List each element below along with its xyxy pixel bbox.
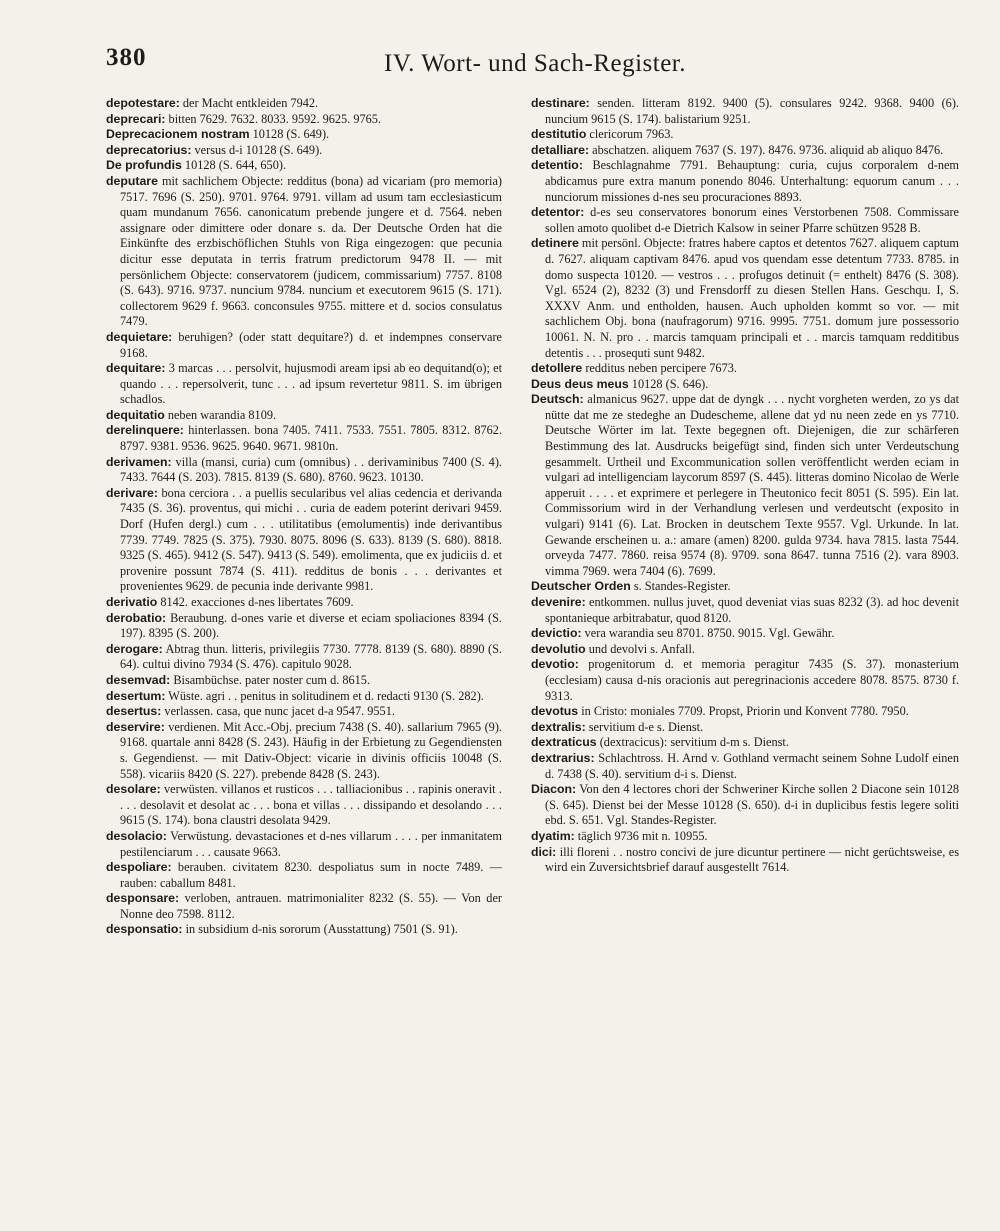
entry-headword: devenire:	[531, 595, 586, 609]
register-entry	[531, 143, 959, 159]
register-entry	[106, 891, 502, 922]
entry-text: verlassen. casa, que nunc jacet d-a 9547. 9551.	[161, 704, 395, 719]
entry-headword: devictio:	[531, 626, 582, 641]
entry-text: illi floreni . . nostro concivi de jure dicuntur pertinere — nicht gerüchtsweise, es wird ein Zuversichtsbrief darauf ausgestellt 7614.	[545, 844, 959, 875]
entry-headword: desertum:	[106, 688, 166, 703]
entry-headword: dextraticus	[531, 735, 597, 750]
register-entry	[106, 860, 502, 891]
entry-text: beruhigen? (oder statt dequitare?) d. et indempnes conservare 9168.	[120, 329, 502, 360]
register-entry	[531, 735, 959, 751]
entry-text: Schlachtross. H. Arnd v. Gothland vermacht seinem Sohne Ludolf einen d. 7438 (S. 40). servitium d-i s. Dienst.	[545, 750, 959, 781]
entry-text: der Macht entkleiden 7942.	[179, 96, 319, 110]
register-entry	[106, 673, 502, 689]
entry-headword: desolacio:	[106, 828, 167, 843]
entry-headword: dequietare:	[106, 329, 173, 344]
entry-text: mit persönl. Objecte: fratres habere captos et detentos 7627. aliquem captum d. 7627. aliquam captivam 8476. apud vos quendam esse detentum 7733. 8785. in domo suspecta 10120. — vestros . . . profugos detinuit (= enthelt) 8476 (S. 308). Vgl. 6524 (2), 8232 (3) und Frensdorff zu diesen Stellen Hans. Geschqu. I, S. XXXV Anm. und entholden, hausen. Auch upholden kommt so vor. — mit sachlichem Obj. bona (naufragorum) 9716. 9995. 7751. domum jure possessorio 10061. N. N. pro . . marcis tamquam principali et . . marcis tamquam redditibus detentis . . . prosequti sunt 9482.	[545, 236, 959, 360]
register-entry	[531, 236, 959, 361]
entry-headword: devotus	[531, 704, 579, 719]
entry-headword: depotestare:	[106, 96, 180, 110]
register-entry	[531, 751, 959, 782]
register-entry	[106, 595, 502, 611]
entry-headword: devolutio	[531, 641, 586, 656]
register-entry	[531, 720, 959, 736]
register-entry	[531, 642, 959, 658]
entry-text: progenitorum d. et memoria peragitur 7435 (S. 37). monasterium (ecclesiam) causa d-nis oracionis aut peregrinacionis accedere 8078. 8575. 8730 f. 9313.	[545, 657, 959, 703]
entry-text: Von den 4 lectores chori der Schweriner Kirche sollen 2 Diacone sein 10128 (S. 645). Dienst bei der Messe 10128 (S. 650). d-i in duplicibus festis legere soliti ebd. S. 651. Vgl. Standes-Register.	[545, 782, 959, 828]
register-entry	[106, 689, 502, 705]
register-entry	[531, 205, 959, 236]
register-entry	[531, 829, 959, 845]
register-entry	[531, 595, 959, 626]
register-entry	[106, 96, 502, 112]
register-entry	[531, 392, 959, 579]
entry-text: 3 marcas . . . persolvit, hujusmodi aream ipsi ab eo dequitand(o); et quando . . . repersolverit, tunc . . . ad ipsum revertetur 9811. S. im übrigen schadlos.	[120, 361, 502, 407]
entry-text: 10128 (S. 649).	[249, 127, 330, 142]
entry-text: 10128 (S. 646).	[628, 376, 709, 391]
entry-text: und devolvi s. Anfall.	[585, 641, 695, 656]
register-entry	[106, 455, 502, 486]
entry-headword: dici:	[531, 844, 557, 859]
entry-text: entkommen. nullus juvet, quod deveniat vias suas 8232 (3). ad hoc devenit spontanieque arbitrabatur, quod 8120.	[545, 595, 959, 625]
right-column	[531, 96, 959, 876]
entry-headword: deprecari:	[106, 111, 166, 126]
left-column	[106, 96, 502, 938]
register-entry	[106, 112, 502, 128]
entry-text: abschatzen. aliquem 7637 (S. 197). 8476. 9736. aliquid ab aliquo 8476.	[589, 142, 944, 157]
register-entry	[106, 330, 502, 361]
register-entry	[106, 408, 502, 424]
entry-headword: derivamen:	[106, 454, 172, 469]
entry-text: verwüsten. villanos et rusticos . . . talliacionibus . . rapinis oneravit . . . . desolavit et desolat ac . . . bona et villas . . . dissipando et desolando . . . 9615 (S. 174). bona claustri desolata 9429.	[120, 782, 502, 828]
entry-headword: derelinquere:	[106, 423, 184, 438]
entry-headword: detentor:	[531, 205, 585, 220]
entry-headword: desponsare:	[106, 891, 180, 906]
entry-headword: derogare:	[106, 641, 163, 656]
entry-headword: detentio:	[531, 158, 583, 173]
entry-headword: dyatim:	[531, 828, 575, 843]
entry-headword: De profundis	[106, 158, 182, 173]
register-entry	[106, 143, 502, 159]
register-entry	[106, 127, 502, 143]
entry-text: clericorum 7963.	[586, 127, 674, 142]
entry-headword: Deutscher Orden	[531, 579, 631, 594]
entry-text: neben warandia 8109.	[164, 407, 277, 422]
entry-headword: dextralis:	[531, 719, 586, 734]
register-entry	[531, 579, 959, 595]
register-entry	[531, 127, 959, 143]
entry-headword: detalliare:	[531, 142, 590, 157]
entry-headword: detollere	[531, 361, 583, 376]
entry-text: Bisambüchse. pater noster cum d. 8615.	[170, 672, 371, 687]
entry-text: (dextracicus): servitium d-m s. Dienst.	[596, 735, 789, 750]
entry-headword: destinare:	[531, 96, 590, 110]
register-entry	[106, 642, 502, 673]
entry-headword: Diacon:	[531, 782, 577, 797]
entry-headword: deservire:	[106, 719, 165, 734]
entry-headword: detinere	[531, 236, 579, 251]
entry-text: 8142. exacciones d-nes libertates 7609.	[157, 595, 354, 609]
register-entry	[531, 361, 959, 377]
entry-headword: derobatio:	[106, 610, 167, 625]
entry-text: almanicus 9627. uppe dat de dyngk . . . nycht vorgheten werden, zo ys dat nütte dat me ze stedeghe an Dudescheme, allene dat yd nu neen zede en ys 7710. Deutsche Wörter im lat. Texte begegnen oft. Diejenigen, die zur schärferen Bestimmung des lat. Ausdrucks beigefügt sind, finden sich unter Verdeutschung gesammelt. Urtheil und Excommunication sollen veröffentlicht werden eciam in vulgari ad intelligenciam laycorum 8597 (S. 445). litteras domino Nicolao de Werle apperuit . . . . et exprimere et perlegere in Theutonico fecit 8051 (S. 595). Ein lat. Commissorium wird in der Verhandlung verlesen und verdeutscht (exposito in vulgari) 9141 (6). Lat. Brocken in deutschem Texte 9557. Vgl. Urkunde. In lat. Gewande erscheinen u. a.: amare (amen) 8200. gulda 9734. hava 7815. lasta 7544. orveyda 7477. 7860. reisa 9574 (8). 9709. sona 8647. tunna 7516 (2). vara 8903. vimma 7969. wera 7404 (6). 7699.	[545, 392, 959, 578]
entry-text: senden. litteram 8192. 9400 (5). consulares 9242. 9368. 9400 (6). nuncium 9615 (S. 174). balistarium 9251.	[545, 96, 959, 126]
entry-text: redditus neben percipere 7673.	[582, 361, 737, 376]
entry-text: verloben, antrauen. matrimonialiter 8232 (S. 55). — Von der Nonne deo 7598. 8112.	[120, 891, 502, 921]
entry-headword: desertus:	[106, 704, 162, 719]
entry-text: täglich 9736 mit n. 10955.	[574, 828, 708, 843]
running-title: IV. Wort- und Sach-Register.	[384, 50, 687, 77]
entry-headword: Deprecacionem nostram	[106, 127, 250, 142]
entry-text: Wüste. agri . . penitus in solitudinem et d. redacti 9130 (S. 282).	[165, 688, 484, 703]
entry-headword: desemvad:	[106, 672, 171, 687]
entry-text: Beschlagnahme 7791. Behauptung: curia, cujus corporalem d-nem abdicamus pure extra manum ponendo 8046. Unterhaltung: equorum canum . . . nunciorum missiones d-nes seu procuraciones 8893.	[545, 158, 959, 204]
entry-headword: devotio:	[531, 657, 579, 672]
register-entry	[106, 922, 502, 938]
entry-headword: Deus deus meus	[531, 376, 629, 391]
entry-headword: despoliare:	[106, 860, 172, 875]
register-entry	[531, 782, 959, 829]
entry-text: in Cristo: moniales 7709. Propst, Priorin und Konvent 7780. 7950.	[578, 704, 909, 719]
entry-headword: destitutio	[531, 127, 587, 142]
entry-headword: derivare:	[106, 485, 158, 500]
entry-text: berauben. civitatem 8230. despoliatus sum in nocte 7489. — rauben: caballum 8481.	[120, 860, 502, 890]
register-entry	[531, 158, 959, 205]
register-entry	[531, 96, 959, 127]
entry-text: d-es seu conservatores bonorum eines Verstorbenen 7508. Commissare sollen amoto quolibet d-e Dietrich Kalsow in seiner Pfarre schützen 9528 B.	[545, 205, 959, 235]
register-entry	[106, 174, 502, 330]
register-entry	[531, 657, 959, 704]
entry-text: verdienen. Mit Acc.-Obj. precium 7438 (S. 40). sallarium 7965 (9). 9168. quartale anni 8428 (S. 243). Häufig in der Erbietung zu Gegendiensten s. Gegendienst. — mit Dativ-Object: vicarie in divinis officiis 10048 (S. 558). vicariis 8420 (S. 227). prebende 8428 (S. 243).	[120, 719, 502, 781]
register-entry	[106, 720, 502, 782]
register-entry	[106, 704, 502, 720]
entry-headword: derivatio	[106, 595, 158, 609]
register-entry	[106, 423, 502, 454]
entry-headword: deprecatorius:	[106, 142, 192, 157]
entry-text: bona cerciora . . a puellis secularibus vel alias cedencia et derivanda 7435 (S. 36). proventus, qui michi . . curia de eadem poterint derivari 9459. Dorf (Hufen dergl.) cum . . . utilitatibus (emolumentis) inde derivantibus 7739. 7749. 7825 (S. 375). 7930. 8075. 8096 (S. 633). 8139 (S. 680). 8818. 9325 (S. 465). 9412 (S. 547). 9413 (S. 549). emolimenta, que ex judiciis d. et provenire possunt 7874 (S. 411). redditus de bonis . . . derivantes et provenientes 9629. de pecunia inde derivante 9981.	[120, 485, 502, 594]
entry-text: Verwüstung. devastaciones et d-nes villarum . . . . per inmanitatem pestilenciarum . . . causate 9663.	[120, 828, 502, 859]
entry-text: servitium d-e s. Dienst.	[585, 719, 704, 734]
register-entry	[106, 361, 502, 408]
entry-text: s. Standes-Register.	[630, 579, 731, 594]
entry-headword: Deutsch:	[531, 392, 584, 407]
entry-text: in subsidium d-nis sororum (Ausstattung) 7501 (S. 91).	[182, 922, 458, 937]
entry-text: hinterlassen. bona 7405. 7411. 7533. 7551. 7805. 8312. 8762. 8797. 9381. 9536. 9625. 9640. 9671. 9810n.	[120, 423, 502, 454]
entry-headword: deputare	[106, 173, 158, 188]
entry-headword: dextrarius:	[531, 750, 595, 765]
register-entry	[106, 486, 502, 595]
register-entry	[106, 829, 502, 860]
entry-text: 10128 (S. 644, 650).	[181, 158, 287, 173]
entry-text: villa (mansi, curia) cum (omnibus) . . derivaminibus 7400 (S. 4). 7433. 7644 (S. 203). 7815. 8139 (S. 680). 8760. 9623. 10130.	[120, 454, 502, 485]
register-entry	[531, 845, 959, 876]
entry-headword: desolare:	[106, 782, 161, 797]
register-entry	[106, 611, 502, 642]
entry-text: mit sachlichem Objecte: redditus (bona) ad vicariam (pro memoria) 7517. 7696 (S. 250). 9701. 9764. 9791. villam ad usum tam ecclesiasticum quam mundanum 7656. canonicatum prebende jungere et d. 7564. neben assignare oder dimittere oder donare s. da. Der Deutsche Orden hat die Einkünfte des erzbischöflichen Stuhls von Riga eingezogen: que pecunia dicitur esse deputata in terris fratrum predictorum 9478 II. — mit persönlichem Objecte: conservatorem (judicem, commissarium) 7757. 8108 (S. 643). 9716. 9737. nuncium 9784. nuncium et executorem 9615 (S. 171). collectorem 9629 f. 9663. conconsules 9755. mittere et d. socios consulatus 7479.	[120, 173, 502, 329]
entry-text: vera warandia seu 8701. 8750. 9015. Vgl. Gewähr.	[581, 626, 835, 641]
register-entry	[106, 158, 502, 174]
entry-headword: dequitare:	[106, 361, 166, 376]
entry-headword: dequitatio	[106, 407, 165, 422]
register-entry	[531, 377, 959, 393]
entry-text: Abtrag thun. litteris, privilegiis 7730. 7778. 8139 (S. 680). 8890 (S. 64). cultui divino 7934 (S. 476). capitulo 9028.	[120, 641, 502, 672]
register-entry	[531, 704, 959, 720]
entry-headword: desponsatio:	[106, 922, 183, 937]
register-entry	[106, 782, 502, 829]
register-entry	[531, 626, 959, 642]
entry-text: bitten 7629. 7632. 8033. 9592. 9625. 9765.	[165, 111, 382, 126]
entry-text: Beraubung. d-ones varie et diverse et eciam spoliaciones 8394 (S. 197). 8395 (S. 200).	[120, 610, 502, 641]
entry-text: versus d-i 10128 (S. 649).	[191, 142, 323, 157]
page-number: 380	[106, 44, 147, 71]
